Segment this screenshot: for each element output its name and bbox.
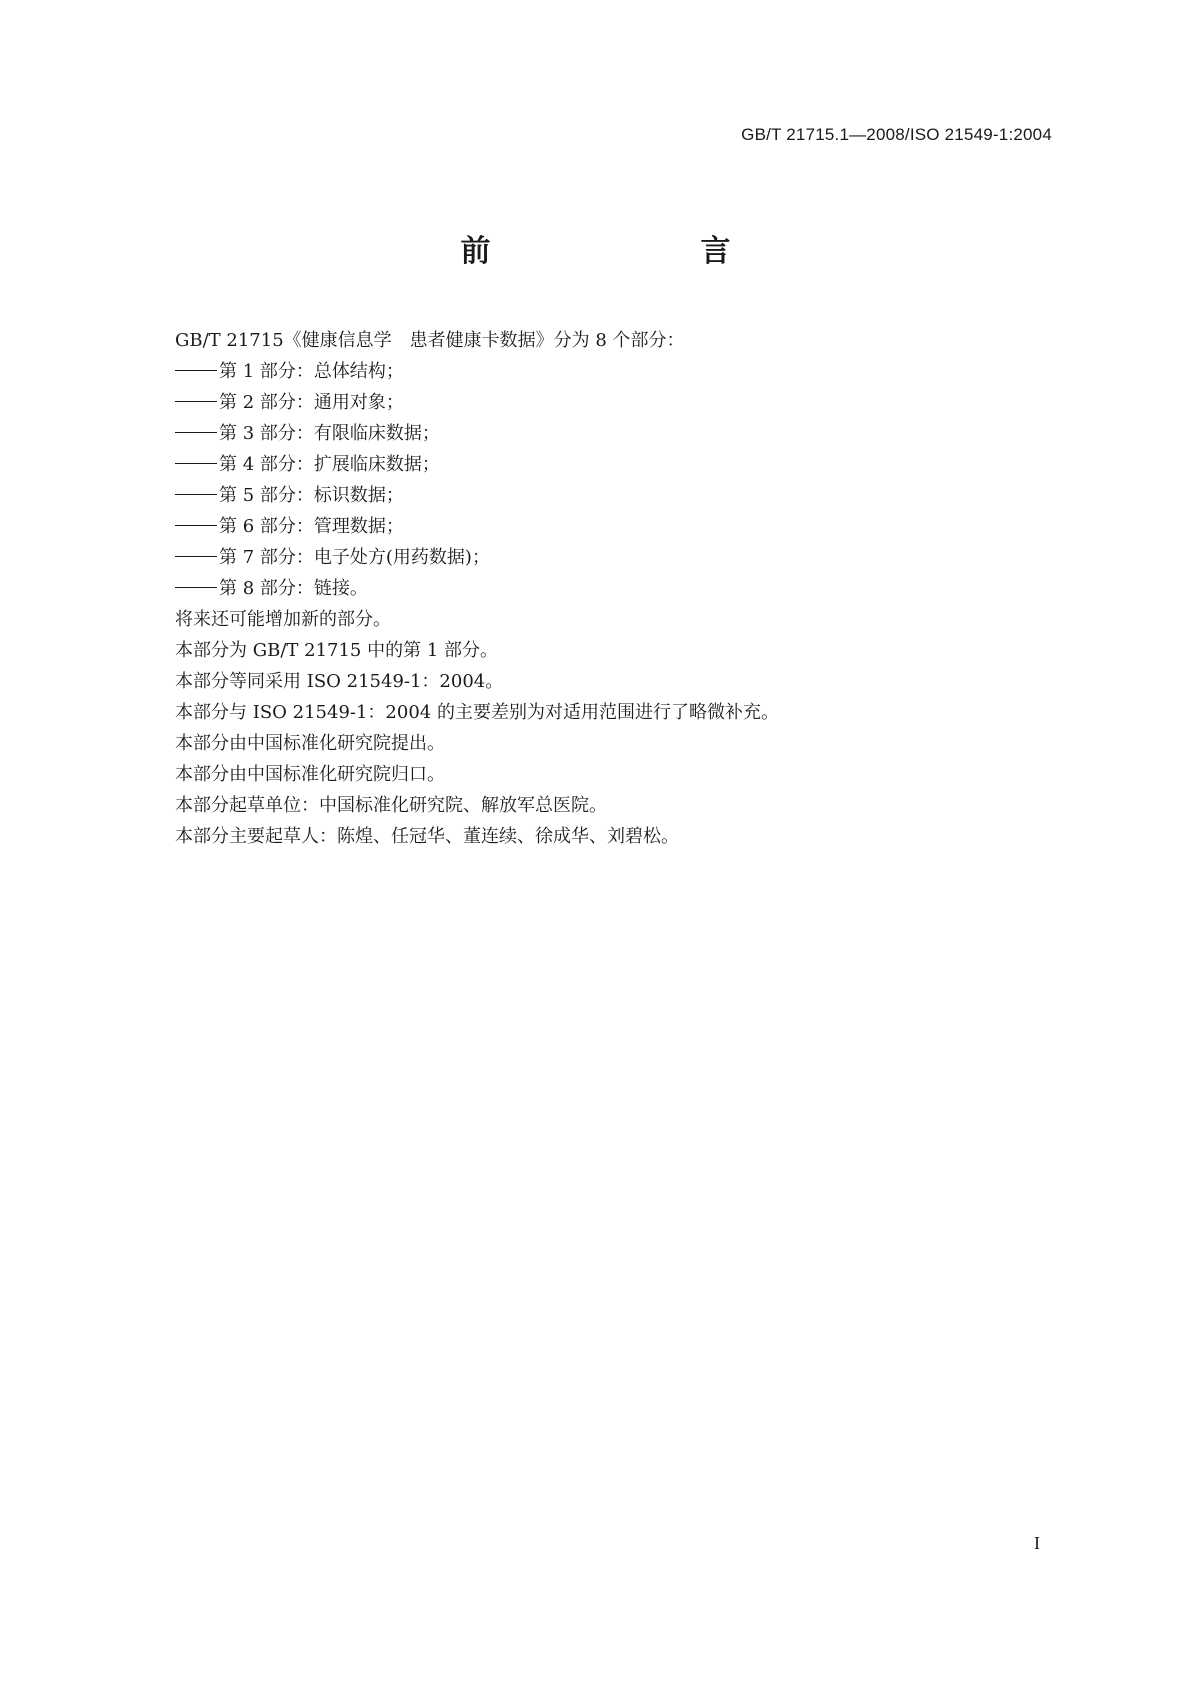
list-item: [175, 511, 1055, 542]
list-item: [175, 573, 1055, 604]
list-item-text: 第 6 部分：管理数据；: [219, 516, 404, 537]
em-dash-marker: [175, 401, 217, 402]
list-item-text: 第 3 部分：有限临床数据；: [219, 423, 440, 444]
paragraph: 本部分主要起草人：陈煌、任冠华、董连续、徐成华、刘碧松。: [175, 826, 679, 847]
page-title: 前 言: [460, 234, 781, 269]
paragraph: 本部分为 GB/T 21715 中的第 1 部分。: [175, 640, 498, 661]
list-item-text: 第 2 部分：通用对象；: [219, 392, 404, 413]
intro-paragraph: GB/T 21715《健康信息学 患者健康卡数据》分为 8 个部分：: [175, 330, 685, 351]
em-dash-marker: [175, 525, 217, 526]
list-item-text: 第 7 部分：电子处方(用药数据)；: [219, 547, 490, 568]
list-item-text: 第 4 部分：扩展临床数据；: [219, 454, 440, 475]
em-dash-marker: [175, 463, 217, 464]
list-item: [175, 542, 1055, 573]
paragraph: 本部分与 ISO 21549-1：2004 的主要差别为对适用范围进行了略微补充。: [175, 702, 779, 723]
em-dash-marker: [175, 432, 217, 433]
paragraph: 本部分由中国标准化研究院提出。: [175, 733, 445, 754]
page-number: I: [1034, 1533, 1040, 1553]
paragraph: 将来还可能增加新的部分。: [175, 609, 391, 630]
paragraph: 本部分由中国标准化研究院归口。: [175, 764, 445, 785]
list-item-text: 第 8 部分：链接。: [219, 578, 368, 599]
list-item: [175, 449, 1055, 480]
paragraph: 本部分等同采用 ISO 21549-1：2004。: [175, 671, 504, 692]
list-item: [175, 418, 1055, 449]
list-item-text: 第 1 部分：总体结构；: [219, 361, 404, 382]
list-item: [175, 387, 1055, 418]
em-dash-marker: [175, 494, 217, 495]
em-dash-marker: [175, 370, 217, 371]
list-item-text: 第 5 部分：标识数据；: [219, 485, 404, 506]
em-dash-marker: [175, 587, 217, 588]
em-dash-marker: [175, 556, 217, 557]
list-item: [175, 356, 1055, 387]
paragraph: 本部分起草单位：中国标准化研究院、解放军总医院。: [175, 795, 607, 816]
list-item: [175, 480, 1055, 511]
standard-code-header: GB/T 21715.1—2008/ISO 21549-1:2004: [741, 125, 1052, 144]
foreword-body: [175, 325, 1055, 852]
